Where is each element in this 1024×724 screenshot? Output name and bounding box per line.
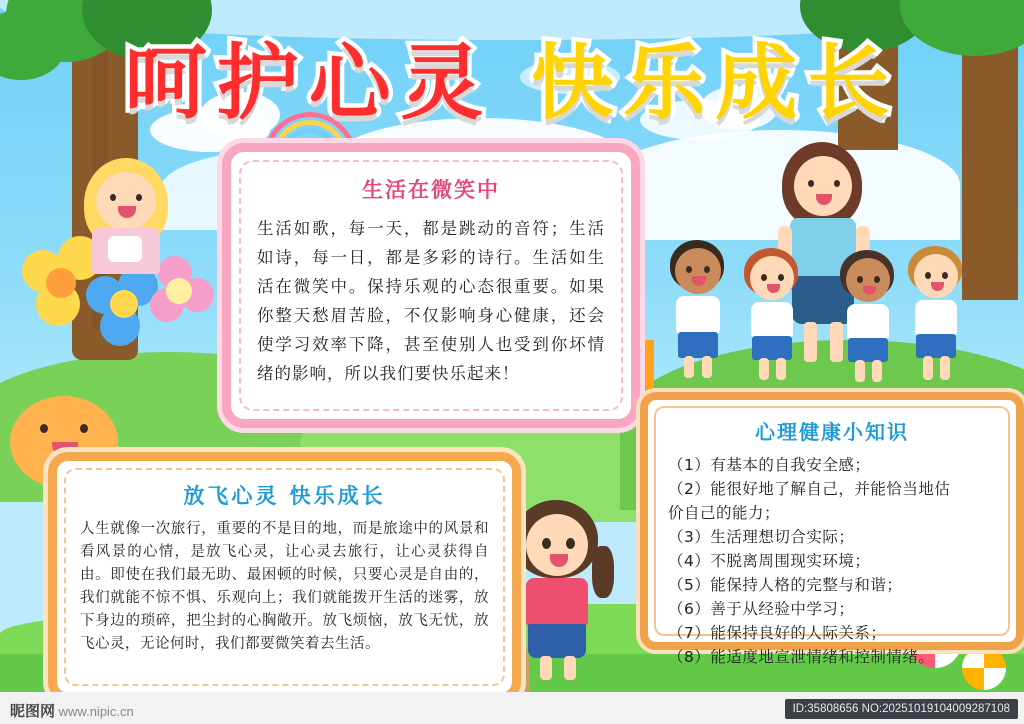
panel-free-heart xyxy=(48,452,521,702)
list-item: （4）不脱离周围现实环境； xyxy=(668,552,871,570)
panel-free-heart-heading: 放飞心灵 快乐成长 xyxy=(183,484,386,508)
flower-core xyxy=(166,278,192,304)
list-item: 价自己的能力； xyxy=(668,504,781,522)
watermark xyxy=(10,700,134,721)
page-title xyxy=(0,18,1024,135)
flower-core xyxy=(46,268,76,298)
child-character xyxy=(742,248,804,382)
sun-eye xyxy=(80,424,88,433)
list-item: （8）能适度地宣泄情绪和控制情绪。 xyxy=(668,648,935,666)
mental-health-list xyxy=(668,453,996,669)
panel-smile-life-body: 生活如歌，每一天，都是跳动的音符；生活如诗，每一日，都是多彩的诗行。生活如生活在微笑中。保持乐观的心态很重要。如果你整天愁眉苦脸，不仅影响身心健康，还会使学习效率下降，甚至使别人也受到你坏情绪的影响，所以我们要快乐起来！ xyxy=(257,219,605,383)
child-character xyxy=(666,240,732,380)
panel-mental-health-tips xyxy=(640,392,1024,666)
panel-smile-life-heading: 生活在微笑中 xyxy=(362,178,500,202)
list-item: （6）善于从经验中学习； xyxy=(668,600,855,618)
child-character xyxy=(906,246,968,382)
sun-eye xyxy=(40,424,48,433)
list-item: （2）能很好地了解自己，并能恰当地估 xyxy=(668,480,951,498)
panel-free-heart-body: 人生就像一次旅行，重要的不是目的地，而是旅途中的风景和看风景的心情，是放飞心灵，让心灵去旅行，让心灵获得自由。即使在我们最无助、最困顿的时候，只要心灵是自由的，我们就能不惊不惧、乐观向上；我们就能拨开生活的迷雾，放下身边的琐碎，把尘封的心胸敞开。放飞烦恼，放飞无忧，放飞心灵，无论何时，我们都要微笑着去生活。 xyxy=(80,521,489,652)
watermark-logo: 昵图网 xyxy=(10,703,56,720)
list-item: （3）生活理想切合实际； xyxy=(668,528,855,546)
panel-free-heart-inner xyxy=(64,468,505,686)
image-id-badge: ID:35808656 NO:20251019104009287108 xyxy=(785,699,1018,719)
panel-mental-health-heading: 心理健康小知识 xyxy=(755,420,909,444)
child-character xyxy=(838,250,900,382)
panel-mental-health-tips-inner xyxy=(654,406,1010,666)
panel-smile-life-inner xyxy=(239,160,623,411)
flower-core xyxy=(110,290,138,318)
watermark-url: www.nipic.cn xyxy=(58,704,134,719)
title-part-2: 快乐成长 xyxy=(531,36,900,131)
girl-character-topleft xyxy=(78,158,188,278)
list-item: （1）有基本的自我安全感； xyxy=(668,456,871,474)
list-item: （5）能保持人格的完整与和谐； xyxy=(668,576,903,594)
list-item: （7）能保持良好的人际关系； xyxy=(668,624,887,642)
panel-smile-life xyxy=(222,143,640,428)
title-part-1: 呵护心灵 xyxy=(124,36,493,131)
